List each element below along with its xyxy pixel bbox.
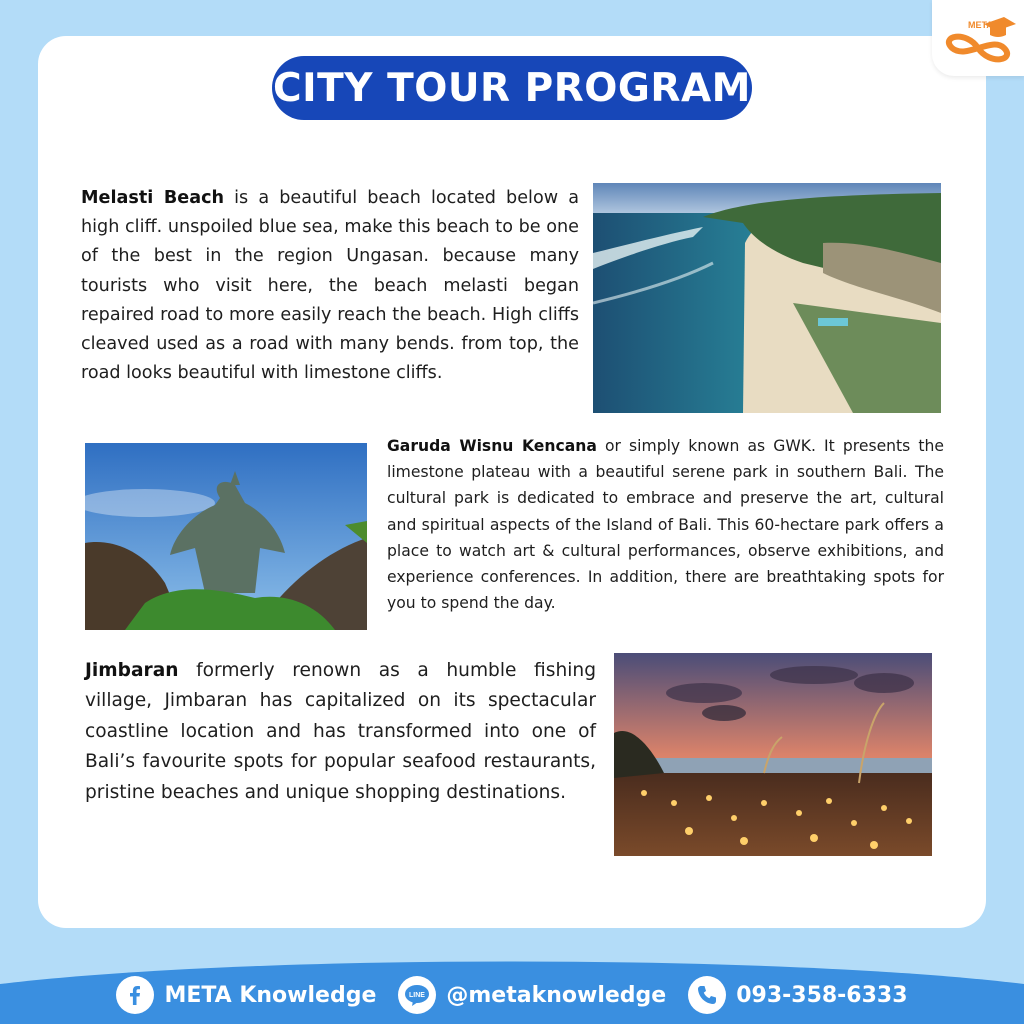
phone-icon [688,976,726,1014]
line-contact[interactable] [398,976,666,1014]
jimbaran-text: formerly renown as a humble fishing village, Jimbaran has capitalized on its spectacular coastline location and has transformed into one of Bali’s favourite spots for popular seafood restaurants, pristine beaches and unique shopping destinations. [85,660,596,803]
line-icon [398,976,436,1014]
page-title: CITY TOUR PROGRAM [272,56,752,120]
melasti-beach-photo [593,183,941,413]
facebook-contact[interactable] [116,976,376,1014]
gwk-text: or simply known as GWK. It presents the limestone plateau with a beautiful serene park in southern Bali. The cultural park is dedicated to embrace and preserve the art, cultural and spiritual aspects of the Island of Bali. This 60-hectare park offers a place to watch art & cultural performances, observe exhibitions, and experience conferences. In addition, there are breathtaking spots for you to spend the day. [387,437,944,613]
svg-text:META: META [968,20,993,30]
footer-contacts [0,966,1024,1024]
gwk-heading: Garuda Wisnu Kencana [387,437,597,455]
melasti-description [81,184,579,388]
jimbaran-heading: Jimbaran [85,660,179,681]
gwk-description [387,433,944,616]
meta-logo-icon [938,8,1018,68]
melasti-text: is a beautiful beach located below a high cliff. unspoiled blue sea, make this beach to be one of the best in the region Ungasan. because many tourists who visit here, the beach melasti began repaired road to more easily reach the beach. High cliffs cleaved used as a road with many bends. from top, the road looks beautiful with limestone cliffs. [81,188,579,384]
gwk-statue-photo [85,443,367,630]
melasti-heading: Melasti Beach [81,188,225,208]
facebook-icon [116,976,154,1014]
facebook-label: META Knowledge [164,982,377,1008]
svg-text:LINE: LINE [409,992,426,999]
jimbaran-beach-photo [614,653,932,856]
line-label: @metaknowledge [446,982,667,1008]
phone-contact[interactable] [688,976,907,1014]
jimbaran-description [85,656,596,808]
brand-logo [932,0,1024,76]
phone-label: 093-358-6333 [736,982,908,1008]
